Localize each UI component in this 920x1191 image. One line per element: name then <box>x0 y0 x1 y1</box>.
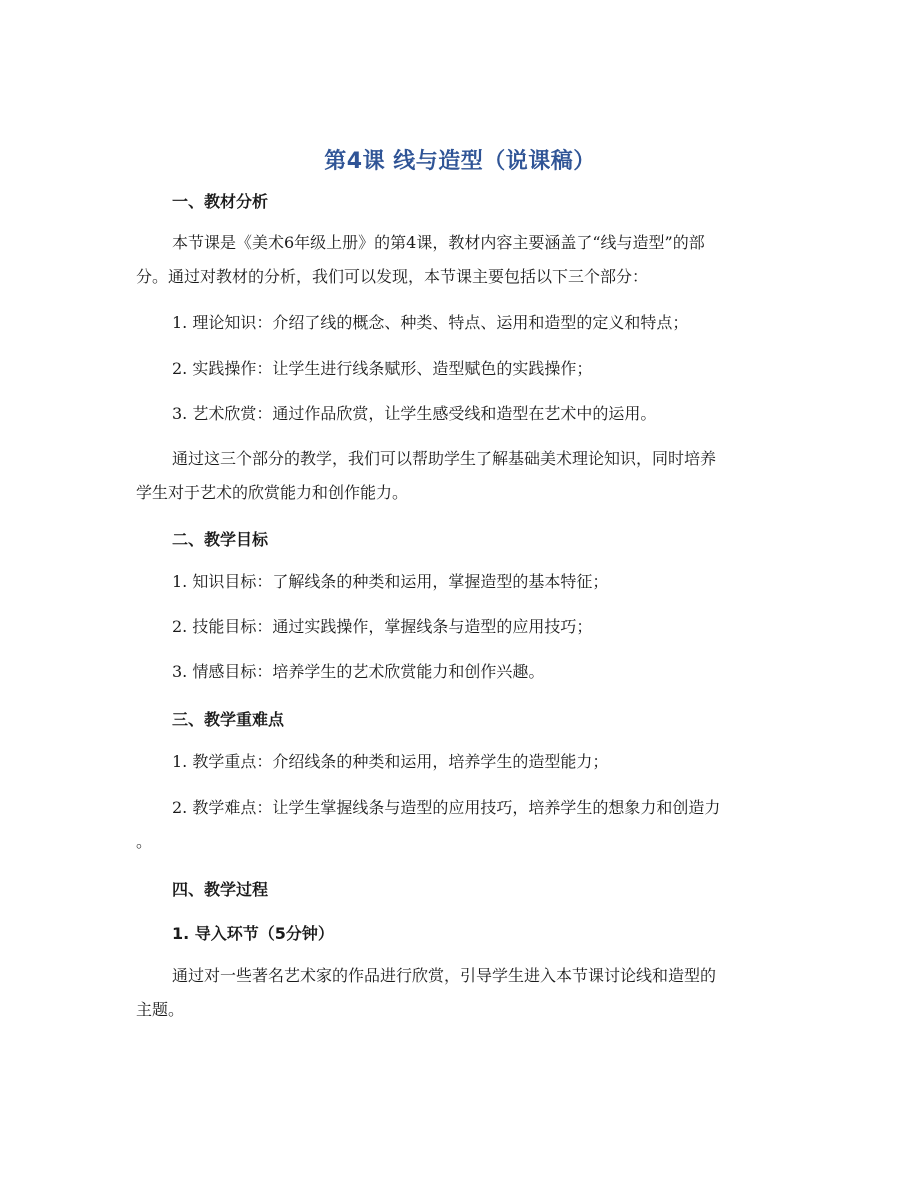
page-title: 第4课 线与造型（说课稿） <box>324 149 596 174</box>
list-item: 1. 理论知识：介绍了线的概念、种类、特点、运用和造型的定义和特点； <box>172 313 689 332</box>
section-heading-objectives: 二、教学目标 <box>172 530 269 549</box>
list-item: 3. 情感目标：培养学生的艺术欣赏能力和创作兴趣。 <box>172 662 545 681</box>
section-heading-process: 四、教学过程 <box>172 880 269 899</box>
paragraph-line: 主题。 <box>136 1000 185 1019</box>
section-heading-materials: 一、教材分析 <box>172 192 269 211</box>
list-item: 1. 教学重点：介绍线条的种类和运用，培养学生的造型能力； <box>172 752 609 771</box>
paragraph-line: 学生对于艺术的欣赏能力和创作能力。 <box>136 483 409 502</box>
subsection-heading-introduction: 1. 导入环节（5分钟） <box>172 924 334 943</box>
section-heading-key-points: 三、教学重难点 <box>172 710 285 729</box>
paragraph-line: 通过对一些著名艺术家的作品进行欣赏，引导学生进入本节课讨论线和造型的 <box>172 966 717 985</box>
list-item: 3. 艺术欣赏：通过作品欣赏，让学生感受线和造型在艺术中的运用。 <box>172 404 657 423</box>
paragraph-line: 分。通过对教材的分析，我们可以发现，本节课主要包括以下三个部分： <box>136 267 649 286</box>
list-item-continuation: 。 <box>136 832 153 851</box>
list-item: 2. 技能目标：通过实践操作，掌握线条与造型的应用技巧； <box>172 617 593 636</box>
list-item: 2. 实践操作：让学生进行线条赋形、造型赋色的实践操作； <box>172 359 593 378</box>
paragraph-line: 通过这三个部分的教学，我们可以帮助学生了解基础美术理论知识，同时培养 <box>172 449 717 468</box>
list-item: 2. 教学难点：让学生掌握线条与造型的应用技巧，培养学生的想象力和创造力 <box>172 798 721 817</box>
paragraph-line: 本节课是《美术6年级上册》的第4课，教材内容主要涵盖了“线与造型”的部 <box>172 233 705 252</box>
list-item: 1. 知识目标：了解线条的种类和运用，掌握造型的基本特征； <box>172 572 609 591</box>
